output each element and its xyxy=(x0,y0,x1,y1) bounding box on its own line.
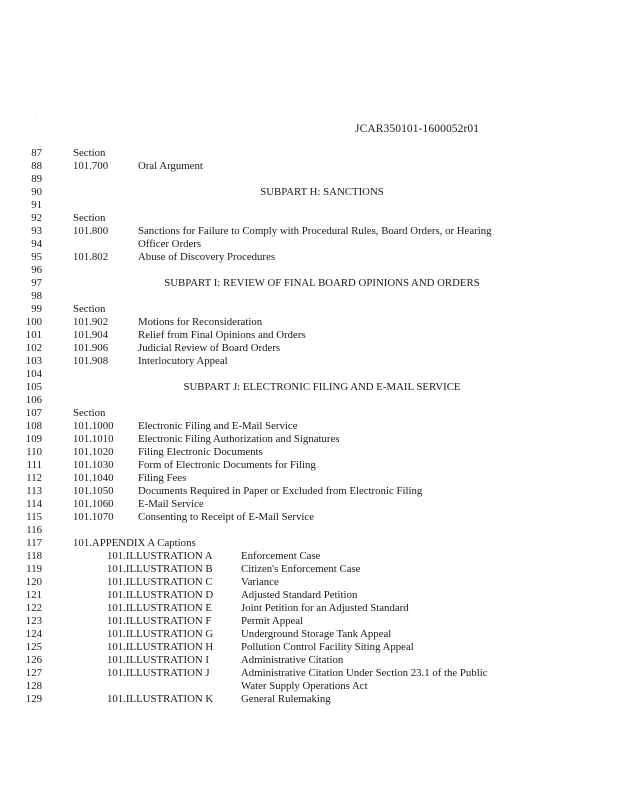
section-number: 101.700 xyxy=(73,160,109,172)
section-number: 101.906 xyxy=(73,342,109,354)
section-title: Interlocutory Appeal xyxy=(138,355,228,367)
line-number: 92 xyxy=(31,212,42,224)
illustration-title: Administrative Citation xyxy=(241,654,344,666)
line-number: 128 xyxy=(25,680,42,692)
section-title: Motions for Reconsideration xyxy=(138,316,263,328)
line-number: 118 xyxy=(26,550,42,562)
illustration-title: Permit Appeal xyxy=(241,615,304,627)
illustration-title: Joint Petition for an Adjusted Standard xyxy=(241,602,409,614)
section-title: Sanctions for Failure to Comply with Procedural Rules, Board Orders, or Hearing xyxy=(138,225,492,237)
line-number: 106 xyxy=(25,394,42,406)
line-number: 88 xyxy=(31,160,42,172)
section-number: 101.1020 xyxy=(73,446,114,458)
line-number: 97 xyxy=(31,277,42,289)
illustration-id: 101.ILLUSTRATION G xyxy=(107,628,214,640)
line-number: 125 xyxy=(25,641,42,653)
line-number: 110 xyxy=(26,446,42,458)
line-number: 98 xyxy=(31,290,42,302)
line-number: 87 xyxy=(31,147,42,159)
line-number: 117 xyxy=(26,537,42,549)
line-number: 89 xyxy=(31,173,42,185)
section-title: Filing Fees xyxy=(138,472,187,484)
section-title: Judicial Review of Board Orders xyxy=(138,342,281,354)
scan-mark: ' xyxy=(36,113,38,119)
line-number: 124 xyxy=(25,628,42,640)
line-number: 99 xyxy=(31,303,42,315)
section-number: 101.APPENDIX A Captions xyxy=(73,537,196,549)
illustration-title: General Rulemaking xyxy=(241,693,331,705)
line-number: 111 xyxy=(26,459,42,471)
line-number: 95 xyxy=(31,251,42,263)
section-number: 101.802 xyxy=(73,251,109,263)
line-number: 96 xyxy=(31,264,42,276)
line-number: 104 xyxy=(25,368,42,380)
line-number: 108 xyxy=(25,420,42,432)
section-title: Form of Electronic Documents for Filing xyxy=(138,459,316,471)
section-number: 101.908 xyxy=(73,355,109,367)
illustration-id: 101.ILLUSTRATION H xyxy=(107,641,214,653)
line-number: 105 xyxy=(25,381,42,393)
illustration-id: 101.ILLUSTRATION I xyxy=(107,654,209,666)
section-title: Consenting to Receipt of E-Mail Service xyxy=(138,511,315,523)
line-number: 123 xyxy=(25,615,42,627)
illustration-title: Citizen's Enforcement Case xyxy=(241,563,361,575)
line-number: 115 xyxy=(26,511,42,523)
line-number: 119 xyxy=(26,563,42,575)
illustration-title: Administrative Citation Under Section 23.1 of the Public xyxy=(241,667,488,679)
section-number: 101.1070 xyxy=(73,511,114,523)
section-number: 101.904 xyxy=(73,329,109,341)
illustration-id: 101.ILLUSTRATION D xyxy=(107,589,214,601)
section-number: 101.1030 xyxy=(73,459,114,471)
line-number: 102 xyxy=(25,342,42,354)
line-number: 126 xyxy=(25,654,42,666)
line-number: 91 xyxy=(31,199,42,211)
section-number: 101.1000 xyxy=(73,420,114,432)
illustration-id: 101.ILLUSTRATION J xyxy=(107,667,210,679)
section-title: Electronic Filing Authorization and Signatures xyxy=(138,433,340,445)
section-number: Section xyxy=(73,147,106,159)
subpart-heading: SUBPART H: SANCTIONS xyxy=(260,186,384,198)
line-number: 127 xyxy=(25,667,42,679)
section-title: Abuse of Discovery Procedures xyxy=(138,251,276,263)
line-number: 107 xyxy=(25,407,42,419)
illustration-title: Underground Storage Tank Appeal xyxy=(241,628,392,640)
illustration-id: 101.ILLUSTRATION F xyxy=(107,615,212,627)
line-number: 113 xyxy=(26,485,42,497)
illustration-title: Pollution Control Facility Siting Appeal xyxy=(241,641,414,653)
line-number: 116 xyxy=(26,524,42,536)
section-number: Section xyxy=(73,303,106,315)
line-number: 122 xyxy=(25,602,42,614)
illustration-title: Variance xyxy=(241,576,279,588)
section-number: Section xyxy=(73,212,106,224)
section-number: Section xyxy=(73,407,106,419)
section-title: Documents Required in Paper or Excluded from Electronic Filing xyxy=(138,485,423,497)
line-number: 112 xyxy=(26,472,42,484)
section-number: 101.800 xyxy=(73,225,109,237)
line-number: 93 xyxy=(31,225,42,237)
section-number: 101.902 xyxy=(73,316,109,328)
line-number: 129 xyxy=(25,693,42,705)
section-title: Oral Argument xyxy=(138,160,203,172)
document-id: JCAR350101-1600052r01 xyxy=(355,123,480,135)
section-title: Electronic Filing and E-Mail Service xyxy=(138,420,298,432)
section-number: 101.1010 xyxy=(73,433,114,445)
illustration-id: 101.ILLUSTRATION C xyxy=(107,576,213,588)
subpart-heading: SUBPART J: ELECTRONIC FILING AND E-MAIL SERVICE xyxy=(183,381,461,393)
section-number: 101.1060 xyxy=(73,498,114,510)
illustration-id: 101.ILLUSTRATION E xyxy=(107,602,212,614)
line-number: 121 xyxy=(25,589,42,601)
illustration-title: Water Supply Operations Act xyxy=(241,680,368,692)
illustration-title: Adjusted Standard Petition xyxy=(241,589,358,601)
line-number: 120 xyxy=(25,576,42,588)
section-title: E-Mail Service xyxy=(138,498,204,510)
line-number: 101 xyxy=(25,329,42,341)
line-number: 109 xyxy=(25,433,42,445)
section-title: Filing Electronic Documents xyxy=(138,446,263,458)
line-number: 100 xyxy=(25,316,42,328)
line-number: 103 xyxy=(25,355,42,367)
illustration-id: 101.ILLUSTRATION A xyxy=(107,550,213,562)
illustration-title: Enforcement Case xyxy=(241,550,321,562)
subpart-heading: SUBPART I: REVIEW OF FINAL BOARD OPINIONS AND ORDERS xyxy=(164,277,480,289)
section-title: Relief from Final Opinions and Orders xyxy=(138,329,306,341)
illustration-id: 101.ILLUSTRATION B xyxy=(107,563,213,575)
line-number: 114 xyxy=(26,498,42,510)
section-title: Officer Orders xyxy=(138,238,202,250)
line-number: 94 xyxy=(31,238,42,250)
illustration-id: 101.ILLUSTRATION K xyxy=(107,693,214,705)
section-number: 101.1050 xyxy=(73,485,114,497)
line-number: 90 xyxy=(31,186,42,198)
section-number: 101.1040 xyxy=(73,472,114,484)
